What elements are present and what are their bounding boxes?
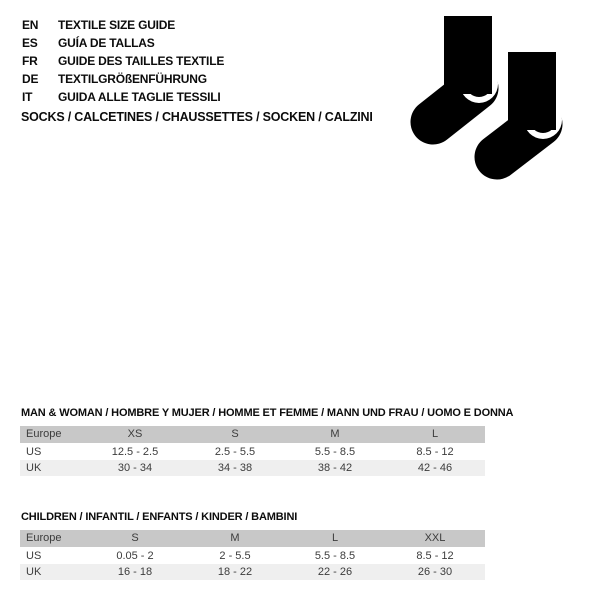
legend-row-fr [22,52,224,70]
size-value: 16 - 18 [117,565,153,578]
table-title-man-woman: MAN & WOMAN / HOMBRE Y MUJER / HOMME ET FEMME / MANN UND FRAU / UOMO E DONNA [21,407,514,419]
size-table-man-woman [20,426,485,476]
column-header-size-m: M [230,532,240,545]
size-value: 8.5 - 12 [416,445,454,458]
language-code: IT [22,90,33,104]
guide-title-en: TEXTILE SIZE GUIDE [58,18,176,32]
size-value: 22 - 26 [317,565,353,578]
column-header-region: Europe [26,532,62,545]
language-code: FR [22,54,38,68]
guide-title-de: TEXTILGRÖßENFÜHRUNG [58,72,207,86]
size-value: 2 - 5.5 [219,549,251,562]
size-value: 12.5 - 2.5 [111,445,159,458]
column-header-region: Europe [26,428,62,441]
guide-title-fr: GUIDE DES TAILLES TEXTILE [58,54,225,68]
sock-left [433,16,498,122]
size-table-block-man-woman [20,407,514,476]
size-value: 18 - 22 [217,565,253,578]
size-value: 34 - 38 [217,461,253,474]
language-code: ES [22,36,38,50]
size-value: 26 - 30 [417,565,453,578]
column-header-size-m: M [330,428,340,441]
size-table-block-children [20,511,485,580]
row-label: US [26,445,42,458]
size-value: 30 - 34 [117,461,153,474]
category-title: SOCKS / CALCETINES / CHAUSSETTES / SOCKEN / CALZINI [21,110,373,124]
row-label: US [26,549,42,562]
table-row-us [20,547,485,564]
size-value: 38 - 42 [317,461,353,474]
size-value: 5.5 - 8.5 [314,445,356,458]
table-row-us [20,443,485,460]
column-header-size-l: L [431,428,439,441]
table-header-row [20,426,485,443]
size-table-children [20,530,485,580]
size-value: 2.5 - 5.5 [214,445,256,458]
table-row-uk [20,564,485,580]
table-row-uk [20,460,485,476]
size-value: 42 - 46 [417,461,453,474]
size-value: 8.5 - 12 [416,549,454,562]
size-value: 5.5 - 8.5 [314,549,356,562]
guide-title-it: GUIDA ALLE TAGLIE TESSILI [58,90,221,104]
legend-row-en [22,16,224,34]
guide-title-es: GUÍA DE TALLAS [58,36,155,50]
sock-right [497,52,562,157]
table-title-children: CHILDREN / INFANTIL / ENFANTS / KINDER / BAMBINI [21,511,298,523]
column-header-size-s: S [131,532,139,545]
column-header-size-s: S [231,428,239,441]
table-header-row [20,530,485,547]
language-legend [22,16,224,106]
legend-row-es [22,34,224,52]
language-code: EN [22,18,39,32]
socks-icon [400,5,575,190]
column-header-size-l: L [331,532,339,545]
language-code: DE [22,72,39,86]
row-label: UK [26,461,42,474]
row-label: UK [26,565,42,578]
size-value: 0.05 - 2 [116,549,154,562]
legend-row-it [22,88,224,106]
column-header-size-xs: XS [127,428,143,441]
column-header-size-xxl: XXL [424,532,446,545]
legend-row-de [22,70,224,88]
